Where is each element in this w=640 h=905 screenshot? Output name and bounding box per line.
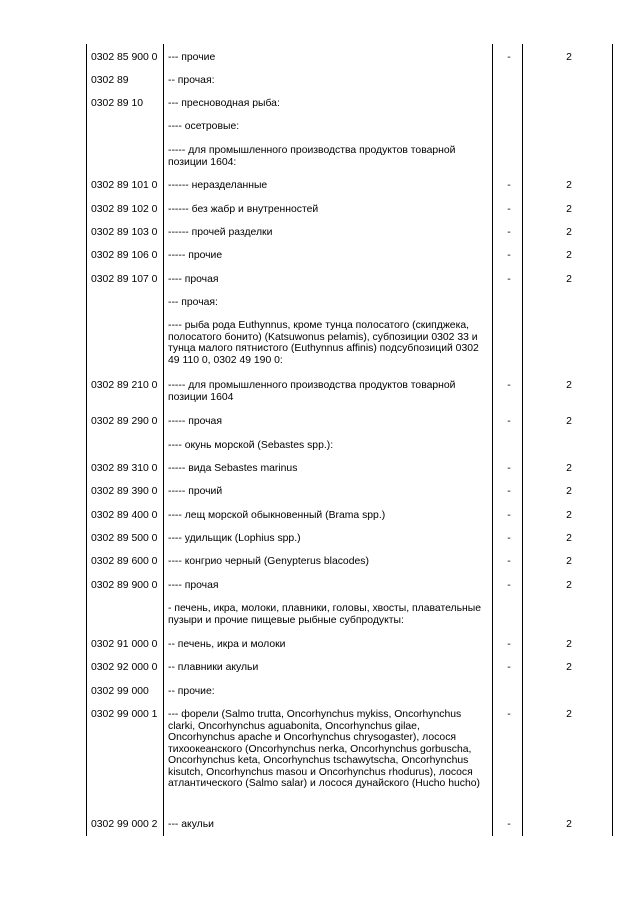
description-cell: -- плавники акульи	[168, 662, 259, 673]
duty-rate-cell: 2	[566, 662, 572, 673]
table-border-unit-duty	[522, 44, 523, 836]
duty-rate-cell: 2	[566, 227, 572, 238]
tariff-code-cell: 0302 99 000 1	[91, 709, 158, 720]
description-cell: ----- прочая	[168, 416, 222, 427]
table-border-left	[86, 44, 87, 836]
description-cell: ---- рыба рода Euthynnus, кроме тунца полосатого (скипджека, полосатого бонито) (Katsuwonus pelamis), субпозиции 0302 33 и тунца малого пятнистого (Euthynnus affinis) подсубпозиций 0302 49 110 0, 0302 49 190 0:	[168, 320, 479, 366]
duty-rate-cell: 2	[566, 533, 572, 544]
description-cell: ---- конгрио черный (Genypterus blacodes)	[168, 556, 369, 567]
tariff-code-cell: 0302 91 000 0	[91, 639, 158, 650]
unit-cell: -	[507, 463, 511, 474]
description-cell: -- печень, икра и молоки	[168, 639, 286, 650]
duty-rate-cell: 2	[566, 250, 572, 261]
description-cell: -- прочие:	[168, 686, 215, 697]
tariff-code-cell: 0302 89 600 0	[91, 556, 158, 567]
tariff-code-cell: 0302 92 000 0	[91, 662, 158, 673]
description-cell: -- прочая:	[168, 75, 215, 86]
unit-cell: -	[507, 52, 511, 63]
unit-cell: -	[507, 486, 511, 497]
duty-rate-cell: 2	[566, 52, 572, 63]
tariff-code-cell: 0302 89 102 0	[91, 204, 158, 215]
description-cell: --- форели (Salmo trutta, Oncorhynchus mykiss, Oncorhynchus clarki, Oncorhynchus aguabonita, Oncorhynchus gilae, Oncorhynchus apache и Oncorhynchus chrysogaster), лосося тихоокеанского (Oncorhynchus nerka, Oncorhynchus gorbuscha, Oncorhynchus keta, Oncorhynchus tschawytscha, Oncorhynchus kisutch, Oncorhynchus masou и Oncorhynchus rhodurus), лосося атлантического (Salmo salar) и лосося дунайского (Hucho hucho)	[168, 709, 480, 789]
description-cell: --- прочая:	[168, 297, 218, 308]
description-cell: ---- лещ морской обыкновенный (Brama spp.)	[168, 510, 386, 521]
table-border-code-desc	[163, 44, 164, 836]
tariff-code-cell: 0302 85 900 0	[91, 52, 158, 63]
description-cell: ----- для промышленного производства продуктов товарной позиции 1604	[168, 380, 456, 403]
description-cell: --- акульи	[168, 819, 214, 830]
description-cell: ----- прочий	[168, 486, 223, 497]
description-cell: ------ без жабр и внутренностей	[168, 204, 319, 215]
description-cell: --- пресноводная рыба:	[168, 98, 280, 109]
tariff-code-cell: 0302 89 107 0	[91, 274, 158, 285]
description-cell: ----- прочие	[168, 250, 223, 261]
tariff-code-cell: 0302 89 103 0	[91, 227, 158, 238]
description-cell: ----- для промышленного производства продуктов товарной позиции 1604:	[168, 145, 456, 168]
duty-rate-cell: 2	[566, 510, 572, 521]
table-border-desc-unit	[492, 44, 493, 836]
duty-rate-cell: 2	[566, 819, 572, 830]
duty-rate-cell: 2	[566, 380, 572, 391]
unit-cell: -	[507, 274, 511, 285]
tariff-code-cell: 0302 89 500 0	[91, 533, 158, 544]
unit-cell: -	[507, 819, 511, 830]
description-cell: ---- осетровые:	[168, 121, 240, 132]
duty-rate-cell: 2	[566, 639, 572, 650]
tariff-code-cell: 0302 89 106 0	[91, 250, 158, 261]
unit-cell: -	[507, 250, 511, 261]
tariff-code-cell: 0302 89 310 0	[91, 463, 158, 474]
duty-rate-cell: 2	[566, 709, 572, 720]
unit-cell: -	[507, 709, 511, 720]
unit-cell: -	[507, 639, 511, 650]
unit-cell: -	[507, 180, 511, 191]
unit-cell: -	[507, 416, 511, 427]
tariff-code-cell: 0302 89 10	[91, 98, 144, 109]
description-cell: - печень, икра, молоки, плавники, головы, хвосты, плавательные пузыри и прочие пищевые рыбные субпродукты:	[168, 603, 482, 626]
duty-rate-cell: 2	[566, 580, 572, 591]
tariff-code-cell: 0302 99 000	[91, 686, 149, 697]
tariff-code-cell: 0302 89 101 0	[91, 180, 158, 191]
description-cell: ----- вида Sebastes marinus	[168, 463, 298, 474]
duty-rate-cell: 2	[566, 416, 572, 427]
description-cell: ------ неразделанные	[168, 180, 268, 191]
duty-rate-cell: 2	[566, 180, 572, 191]
tariff-code-cell: 0302 89	[91, 75, 129, 86]
tariff-code-cell: 0302 89 210 0	[91, 380, 158, 391]
description-cell: ---- прочая	[168, 274, 219, 285]
unit-cell: -	[507, 510, 511, 521]
tariff-code-cell: 0302 89 400 0	[91, 510, 158, 521]
duty-rate-cell: 2	[566, 274, 572, 285]
table-border-right	[612, 44, 613, 836]
duty-rate-cell: 2	[566, 463, 572, 474]
unit-cell: -	[507, 380, 511, 391]
unit-cell: -	[507, 204, 511, 215]
unit-cell: -	[507, 227, 511, 238]
unit-cell: -	[507, 556, 511, 567]
unit-cell: -	[507, 580, 511, 591]
description-cell: ---- удильщик (Lophius spp.)	[168, 533, 301, 544]
tariff-code-cell: 0302 89 390 0	[91, 486, 158, 497]
tariff-code-cell: 0302 99 000 2	[91, 819, 158, 830]
description-cell: ---- окунь морской (Sebastes spp.):	[168, 440, 334, 451]
description-cell: ------ прочей разделки	[168, 227, 273, 238]
description-cell: ---- прочая	[168, 580, 219, 591]
duty-rate-cell: 2	[566, 556, 572, 567]
duty-rate-cell: 2	[566, 486, 572, 497]
duty-rate-cell: 2	[566, 204, 572, 215]
unit-cell: -	[507, 662, 511, 673]
tariff-code-cell: 0302 89 290 0	[91, 416, 158, 427]
description-cell: --- прочие	[168, 52, 216, 63]
unit-cell: -	[507, 533, 511, 544]
tariff-code-cell: 0302 89 900 0	[91, 580, 158, 591]
